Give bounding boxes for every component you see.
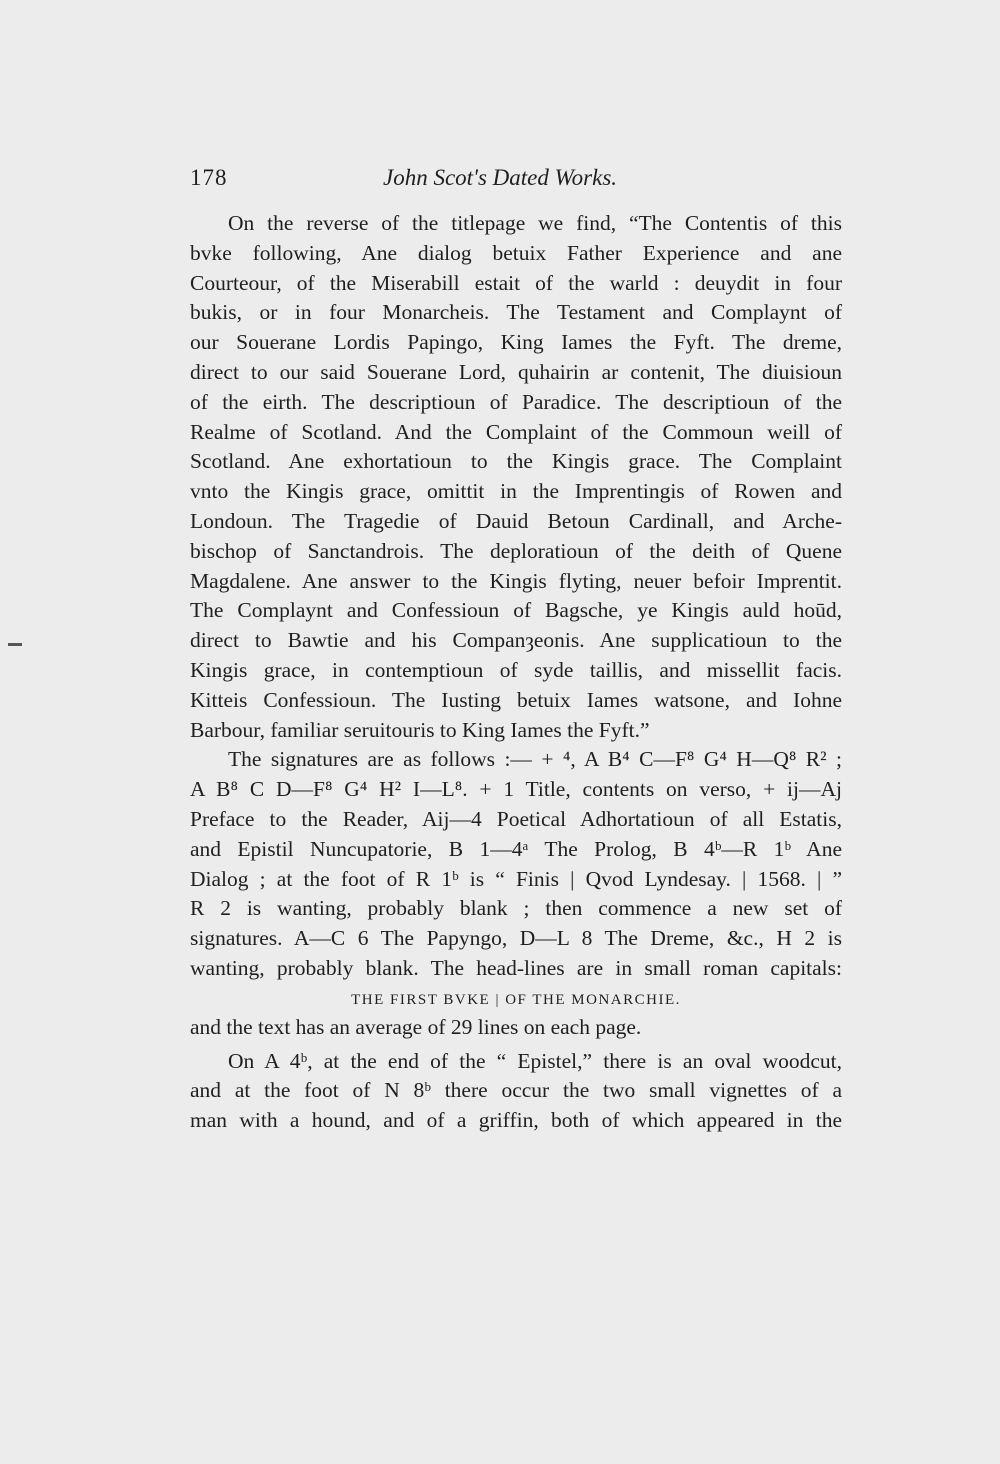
text-line: vnto the Kingis grace, omittit in the Imprentingis of Rowen and xyxy=(190,479,842,504)
text-line: and at the foot of N 8ᵇ there occur the two small vignettes of a xyxy=(190,1078,842,1103)
text-line: of the eirth. The descriptioun of Paradice. The descriptioun of the xyxy=(190,389,842,414)
text-line: Magdalene. Ane answer to the Kingis flyting, neuer befoir Imprentit. xyxy=(190,568,842,593)
text-line: direct to Bawtie and his Companȝeonis. Ane supplicatioun to the xyxy=(190,628,842,653)
text-line: A B⁸ C D—F⁸ G⁴ H² I—L⁸. + 1 Title, contents on verso, + ij—Aj xyxy=(190,777,842,802)
text-line: On the reverse of the titlepage we find, “The Contentis of this xyxy=(228,211,842,235)
text-line: direct to our said Souerane Lord, quhairin ar contenit, The diuisioun xyxy=(190,359,842,384)
text-line: bvke following, Ane dialog betuix Father Experience and ane xyxy=(190,240,842,265)
text-line: R 2 is wanting, probably blank ; then commence a new set of xyxy=(190,896,842,921)
text-line: our Souerane Lordis Papingo, King Iames the Fyft. The dreme, xyxy=(190,330,842,355)
text-line: and the text has an average of 29 lines on each page. xyxy=(190,1014,642,1039)
text-line: signatures. A—C 6 The Papyngo, D—L 8 The Dreme, &c., H 2 is xyxy=(190,926,842,951)
headline-example: THE FIRST BVKE | OF THE MONARCHIE. xyxy=(351,991,681,1008)
running-head xyxy=(190,163,842,193)
text-line: Scotland. Ane exhortatioun to the Kingis grace. The Complaint xyxy=(190,449,842,474)
text-line: Realme of Scotland. And the Complaint of the Commoun weill of xyxy=(190,419,842,444)
paragraph-contents xyxy=(190,209,842,745)
text-line: wanting, probably blank. The head-lines are in small roman capitals: xyxy=(190,955,842,980)
margin-mark xyxy=(8,643,22,646)
text-line: Courteour, of the Miserabill estait of the warld : deuydit in four xyxy=(190,270,842,295)
body-text xyxy=(190,209,842,1136)
text-line: The Complaynt and Confessioun of Bagsche, ye Kingis auld hoūd, xyxy=(190,598,842,623)
text-line: Londoun. The Tragedie of Dauid Betoun Cardinall, and Arche- xyxy=(190,508,842,533)
text-line: man with a hound, and of a griffin, both of which appeared in the xyxy=(190,1108,842,1133)
text-line: bischop of Sanctandrois. The deploratioun of the deith of Quene xyxy=(190,538,842,563)
text-line: Barbour, familiar seruitouris to King Iames the Fyft.” xyxy=(190,717,650,742)
text-line: On A 4ᵇ, at the end of the “ Epistel,” there is an oval woodcut, xyxy=(228,1048,842,1073)
paragraph-signatures xyxy=(190,745,842,1042)
text-line: Dialog ; at the foot of R 1ᵇ is “ Finis | Qvod Lyndesay. | 1568. | ” xyxy=(190,866,842,891)
running-head-title: John Scot's Dated Works. xyxy=(383,165,618,190)
text-line: and Epistil Nuncupatorie, B 1—4ᵃ The Prolog, B 4ᵇ—R 1ᵇ Ane xyxy=(190,836,842,861)
text-line: bukis, or in four Monarcheis. The Testament and Complaynt of xyxy=(190,300,842,325)
text-line: The signatures are as follows :— + ⁴, A B⁴ C—F⁸ G⁴ H—Q⁸ R² ; xyxy=(228,747,842,772)
paragraph-woodcut xyxy=(190,1047,842,1136)
page-number: 178 xyxy=(190,165,228,190)
text-line: Kingis grace, in contemptioun of syde taillis, and missellit facis. xyxy=(190,657,842,682)
text-line: Kitteis Confessioun. The Iusting betuix Iames watsone, and Iohne xyxy=(190,687,842,712)
text-line: Preface to the Reader, Aij—4 Poetical Adhortatioun of all Estatis, xyxy=(190,806,842,831)
